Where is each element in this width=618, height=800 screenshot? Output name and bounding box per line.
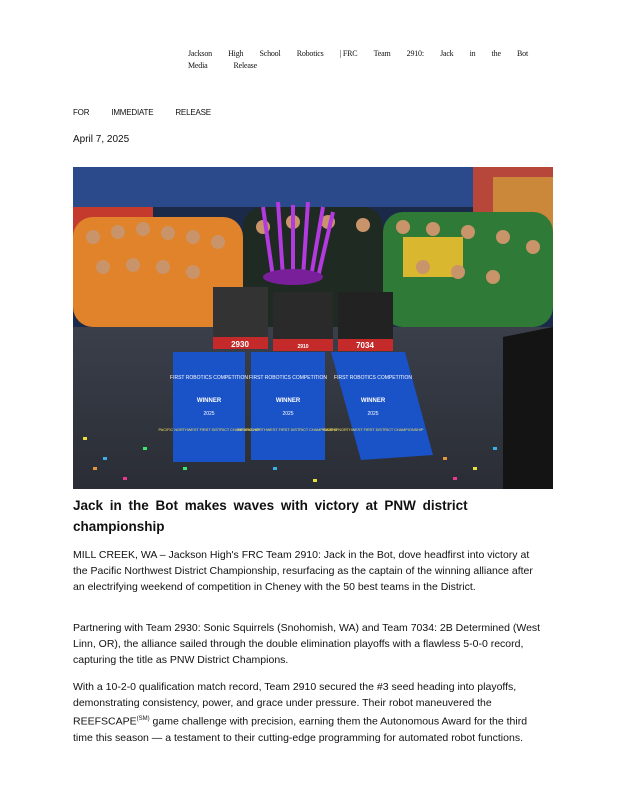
team-photo [73, 167, 553, 489]
banner-year: 2025 [367, 411, 379, 417]
release-word: IMMEDIATE [111, 108, 154, 117]
banner-heading: FIRST ROBOTICS COMPETITION [334, 375, 412, 381]
robot-number: 2930 [231, 340, 249, 349]
banner-winner: WINNER [275, 398, 301, 404]
banner-event: PACIFIC NORTHWEST FIRST DISTRICT CHAMPIONSHIP [158, 428, 260, 432]
paragraph-3-part-1: With a 10-2-0 qualification match record, Team 2910 secured the #3 seed heading into playoffs, demonstrating consistency, power, and grace under pressure. Their robot maneuvered the REEFSCAPE [73, 681, 517, 728]
header-line-2 [188, 60, 528, 72]
header-word: School [259, 49, 281, 58]
banner-year: 2025 [203, 411, 215, 417]
header-word: Media [188, 61, 208, 70]
paragraph-3-part-2: game challenge with precision, earning them the Autonomous Award for the third time this season — a testament to their cutting-edge programming for automated robot functions. [73, 715, 528, 744]
banner-heading: FIRST ROBOTICS COMPETITION [170, 375, 248, 381]
robot-number: 7034 [356, 341, 374, 350]
banner-event: PACIFIC NORTHWEST FIRST DISTRICT CHAMPIONSHIP [322, 428, 424, 432]
banner-winner: WINNER [196, 398, 222, 404]
team-photo-illustration [73, 167, 553, 489]
header-word: Release [233, 61, 257, 70]
stage-platform [503, 327, 553, 489]
release-word: RELEASE [175, 108, 211, 117]
header-word: Jack [440, 49, 454, 58]
winner-banners [159, 352, 433, 462]
paragraph-1: MILL CREEK, WA – Jackson High's FRC Team 2910: Jack in the Bot, dove headfirst into victory at the Pacific Northwest District Championship, resurfacing as the captain of the winning alliance after an electrifying weekend of competition in Cheney with the 50 best teams in the District. [73, 549, 533, 593]
header-word: High [228, 49, 244, 58]
release-label [73, 108, 211, 117]
banner-year: 2025 [282, 411, 294, 417]
header-line-1 [188, 48, 528, 60]
banner-heading: FIRST ROBOTICS COMPETITION [249, 375, 327, 381]
header-word: the [491, 49, 501, 58]
paragraph-3 [73, 679, 543, 746]
robots [213, 287, 393, 351]
headline: Jack in the Bot makes waves with victory at PNW district championship [73, 498, 468, 534]
header-word: Robotics [296, 49, 324, 58]
header-word: in [469, 49, 476, 58]
media-release-header [188, 48, 528, 72]
header-word: Team [373, 49, 391, 58]
robot-number: 2910 [297, 344, 309, 350]
header-word: Jackson [188, 49, 212, 58]
header-word: | FRC [339, 49, 358, 58]
paragraph-2: Partnering with Team 2930: Sonic Squirrels (Snohomish, WA) and Team 7034: 2B Determined (West Linn, OR), the alliance sailed through the double elimination playoffs with a flawless 5-0-0 record, capturing the title as PNW District Champions. [73, 622, 541, 666]
release-date: April 7, 2025 [73, 134, 130, 145]
header-word: 2910: [406, 49, 424, 58]
banner-event: PACIFIC NORTHWEST FIRST DISTRICT CHAMPIONSHIP [237, 428, 339, 432]
release-word: FOR [73, 108, 90, 117]
header-word: Bot [517, 49, 528, 58]
banner-winner: WINNER [360, 398, 386, 404]
service-mark: (SM) [136, 716, 150, 722]
